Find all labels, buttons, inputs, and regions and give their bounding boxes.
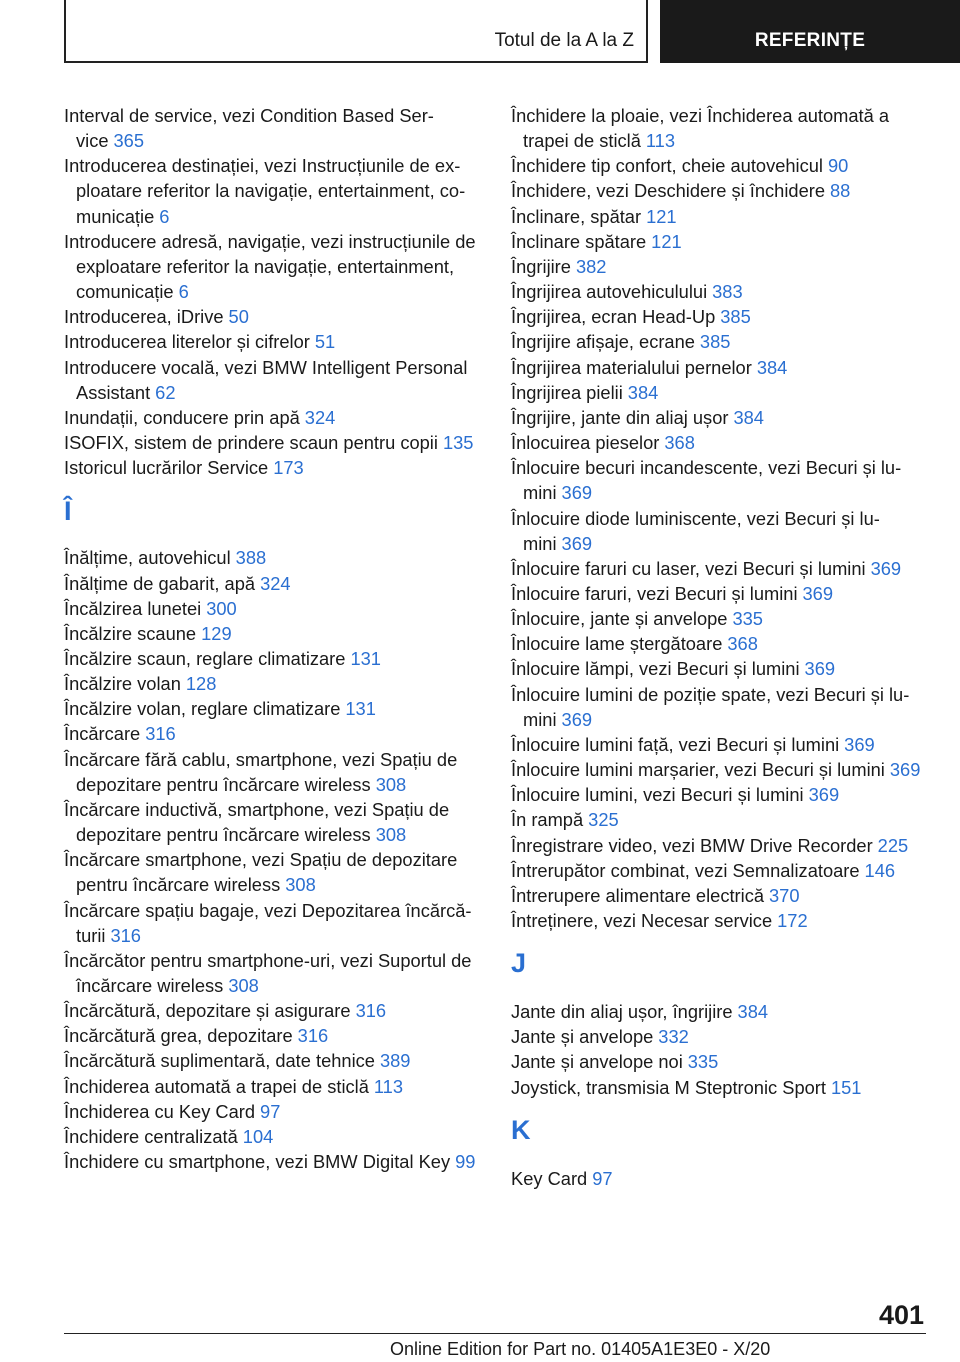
- index-entry: [64, 153, 484, 228]
- index-entry-text: Încărcare spațiu bagaje, vezi Depozitarea încărcăturii: [64, 899, 472, 946]
- index-entry: [64, 545, 484, 570]
- index-entry-text: Introducere adresă, navigație, vezi instrucțiunile de exploatare referitor la navigație, entertainment, comunicație: [64, 230, 476, 303]
- index-entry: [64, 898, 484, 948]
- index-entry-text: Joystick, transmisia M Steptronic Sport: [511, 1076, 826, 1098]
- page-reference-link[interactable]: 146: [864, 859, 896, 881]
- index-entry: [511, 631, 931, 656]
- index-entry-text: Închiderea automată a trapei de sticlă: [64, 1075, 369, 1097]
- index-entry: [511, 556, 931, 581]
- page-reference-link[interactable]: 88: [830, 180, 851, 202]
- index-entry-text: Interval de service, vezi Condition Based Service: [64, 105, 434, 152]
- page-reference-link[interactable]: 324: [304, 406, 336, 428]
- header-section-box: [64, 0, 648, 63]
- page-reference-link[interactable]: 121: [646, 205, 677, 227]
- index-entry: [511, 1049, 931, 1074]
- index-entry: [511, 1075, 931, 1100]
- index-entry: [511, 103, 931, 153]
- index-entry: [64, 103, 484, 153]
- page-reference-link[interactable]: 121: [651, 230, 682, 252]
- index-entry-text: Încărcare: [64, 723, 141, 745]
- index-entry: [511, 883, 931, 908]
- index-entry: [64, 696, 484, 721]
- page-reference-link[interactable]: 335: [687, 1051, 719, 1073]
- index-entry-text: Înclinare spătare: [511, 230, 647, 252]
- page-reference-link[interactable]: 369: [561, 482, 593, 504]
- page-reference-link[interactable]: 369: [870, 557, 902, 579]
- page-reference-link[interactable]: 384: [627, 381, 659, 403]
- index-entry-text: Înlocuire, jante și anvelope: [511, 608, 728, 630]
- index-entry-text: Îngrijire afișaje, ecrane: [511, 331, 695, 353]
- index-entry-text: Înlocuire lumini față, vezi Becuri și lumini: [511, 733, 840, 755]
- index-entry: [511, 455, 931, 505]
- page-reference-link[interactable]: 369: [808, 784, 840, 806]
- page-reference-link[interactable]: 383: [712, 281, 743, 303]
- index-entry-text: Introducerea destinației, vezi Instrucțiunile de exploatare referitor la navigație, entertainment, comunicație: [64, 155, 466, 227]
- index-entry-text: Înlocuire diode luminiscente, vezi Becuri și lumini: [511, 507, 880, 554]
- index-entry: [511, 153, 931, 178]
- page-reference-link[interactable]: 308: [375, 824, 407, 846]
- page-reference-link[interactable]: 316: [110, 924, 141, 946]
- index-entry-text: Închidere la ploaie, vezi Închiderea automată a trapei de sticlă: [511, 105, 890, 152]
- index-entry: [511, 999, 931, 1024]
- index-entry-text: Îngrijirea autovehiculului: [511, 281, 708, 303]
- page-reference-link[interactable]: 113: [373, 1075, 404, 1097]
- page-reference-link[interactable]: 51: [314, 331, 336, 353]
- index-entry: [64, 405, 484, 430]
- index-entry: [511, 506, 931, 556]
- index-entry-text: Încălzire volan, reglare climatizare: [64, 698, 341, 720]
- page-reference-link[interactable]: 384: [733, 406, 764, 428]
- index-column-right: [511, 103, 931, 1191]
- index-entry: [64, 747, 484, 797]
- page-reference-link[interactable]: 368: [664, 432, 695, 454]
- index-letter-heading: J: [511, 948, 527, 979]
- index-entry: [64, 671, 484, 696]
- page-reference-link[interactable]: 369: [844, 733, 875, 755]
- index-entry-text: Istoricul lucrărilor Service: [64, 457, 269, 479]
- index-entry: [511, 229, 931, 254]
- index-entry: [64, 1074, 484, 1099]
- index-entry: [64, 304, 484, 329]
- index-entry: [64, 1149, 484, 1174]
- page-reference-link[interactable]: 99: [455, 1151, 476, 1173]
- index-entry: [511, 279, 931, 304]
- index-entry: [511, 732, 931, 757]
- index-entry-text: Îngrijirea materialului pernelor: [511, 356, 752, 378]
- page-reference-link[interactable]: 173: [273, 457, 304, 479]
- index-entry-text: Încălzire scaun, reglare climatizare: [64, 647, 346, 669]
- page-reference-link[interactable]: 6: [159, 205, 170, 227]
- index-entry-text: Încărcare inductivă, smartphone, vezi Spațiu de depozitare pentru încărcare wireless: [64, 798, 450, 846]
- index-entry-text: Key Card: [511, 1167, 588, 1189]
- page-reference-link[interactable]: 316: [355, 1000, 387, 1022]
- page-reference-link[interactable]: 97: [260, 1100, 281, 1122]
- tab-label: REFERINȚE: [754, 30, 866, 51]
- page-reference-link[interactable]: 325: [588, 809, 619, 831]
- index-entry-text: Încărcătură grea, depozitare: [64, 1025, 293, 1047]
- index-entry-text: Încărcătură, depozitare și asigurare: [64, 1000, 351, 1022]
- index-column-left: [64, 103, 484, 1174]
- index-entry-text: Înlocuire faruri, vezi Becuri și lumini: [511, 582, 798, 604]
- page-reference-link[interactable]: 308: [375, 773, 407, 795]
- section-title: Totul de la A la Z: [494, 30, 634, 51]
- index-entry-text: Întrerupător combinat, vezi Semnalizatoare: [511, 859, 860, 881]
- index-entry-text: Înlocuire lumini, vezi Becuri și lumini: [511, 784, 804, 806]
- page-reference-link[interactable]: 369: [561, 708, 593, 730]
- index-entry: [64, 721, 484, 746]
- index-entry: [511, 1024, 931, 1049]
- page-reference-link[interactable]: 370: [769, 884, 800, 906]
- index-entry-text: Jante din aliaj ușor, îngrijire: [511, 1001, 733, 1023]
- index-entry: [511, 405, 931, 430]
- footer-rule: [64, 1333, 926, 1334]
- index-entry-text: Introducerea literelor și cifrelor: [64, 331, 310, 353]
- page-reference-link[interactable]: 97: [592, 1167, 613, 1189]
- index-entry: [64, 621, 484, 646]
- index-entry: [511, 380, 931, 405]
- index-entry: [511, 581, 931, 606]
- page-reference-link[interactable]: 172: [777, 910, 808, 931]
- page-reference-link[interactable]: 6: [178, 281, 189, 303]
- index-entry: [511, 656, 931, 681]
- index-entry: [64, 998, 484, 1023]
- page-reference-link[interactable]: 131: [350, 647, 381, 669]
- index-entry: [64, 455, 484, 480]
- index-entry: [64, 355, 484, 405]
- index-entry-text: Încălzire scaune: [64, 622, 197, 644]
- index-entry: [64, 948, 484, 998]
- index-entry: [64, 847, 484, 897]
- index-entry-text: Încărcătură suplimentară, date tehnice: [64, 1050, 375, 1072]
- index-entry-text: Încălzire volan: [64, 673, 181, 695]
- index-entry: [511, 304, 931, 329]
- page-reference-link[interactable]: 316: [297, 1025, 329, 1047]
- index-entry-text: Înlocuire becuri incandescente, vezi Becuri și lumini: [511, 457, 902, 504]
- header-tab: [660, 0, 960, 63]
- index-entry: [511, 254, 931, 279]
- index-entry-text: Inundații, conducere prin apă: [64, 406, 300, 428]
- index-entry: [511, 757, 931, 782]
- page-reference-link[interactable]: 385: [720, 306, 751, 328]
- index-entry-text: Înlocuirea pieselor: [511, 432, 660, 454]
- index-letter-heading: Î: [64, 496, 72, 527]
- index-entry-text: Înlocuire lumini de poziție spate, vezi Becuri și lumini: [511, 683, 910, 730]
- index-entry: [511, 606, 931, 631]
- page-number: 401: [878, 1300, 924, 1330]
- page-reference-link[interactable]: 369: [561, 532, 593, 554]
- index-entry-text: Înclinare, spătar: [511, 205, 642, 227]
- page-reference-link[interactable]: 308: [285, 874, 316, 896]
- page-reference-link[interactable]: 368: [727, 633, 758, 655]
- index-entry-text: Încălzirea lunetei: [64, 597, 202, 619]
- index-entry-text: Îngrijirea, ecran Head-Up: [511, 306, 716, 328]
- index-entry-text: Îngrijirea pielii: [511, 381, 623, 403]
- index-entry: [64, 329, 484, 354]
- index-entry-text: Încărcător pentru smartphone-uri, vezi Suportul de încărcare wireless: [64, 949, 472, 996]
- page-reference-link[interactable]: 365: [113, 130, 145, 152]
- page-reference-link[interactable]: 308: [228, 975, 259, 996]
- index-entry: [64, 646, 484, 671]
- index-entry: [511, 430, 931, 455]
- page-reference-link[interactable]: 369: [889, 759, 921, 781]
- page-reference-link[interactable]: 369: [802, 582, 834, 604]
- index-entry-text: Închidere, vezi Deschidere și închidere: [511, 180, 825, 202]
- index-entry-text: Întreținere, vezi Necesar service: [511, 910, 773, 931]
- page-reference-link[interactable]: 384: [756, 356, 788, 378]
- page-reference-link[interactable]: 151: [830, 1076, 862, 1098]
- page-reference-link[interactable]: 324: [260, 572, 291, 594]
- index-entry: [511, 204, 931, 229]
- index-entry: [511, 807, 931, 832]
- index-entry: [64, 1048, 484, 1073]
- index-entry: [511, 782, 931, 807]
- index-entry-text: Înlocuire faruri cu laser, vezi Becuri și lumini: [511, 557, 866, 579]
- index-entry: [511, 1166, 931, 1191]
- index-entry-text: Îngrijire, jante din aliaj ușor: [511, 406, 729, 428]
- index-entry: [64, 596, 484, 621]
- index-entry-text: Încărcare fără cablu, smartphone, vezi Spațiu de depozitare pentru încărcare wireless: [64, 748, 458, 795]
- page-reference-link[interactable]: 135: [442, 432, 474, 454]
- footer-text: Online Edition for Part no. 01405A1E3E0 - X/20: [390, 1339, 771, 1359]
- page-reference-link[interactable]: 128: [185, 673, 217, 695]
- index-entry: [511, 682, 931, 732]
- index-entry-text: Încărcare smartphone, vezi Spațiu de depozitare pentru încărcare wireless: [64, 849, 458, 896]
- page-reference-link[interactable]: 316: [145, 723, 176, 745]
- index-entry-text: Înlocuire lame ștergătoare: [511, 633, 723, 655]
- index-entry: [64, 797, 484, 847]
- index-entry: [64, 1023, 484, 1048]
- index-entry-text: Înlocuire lumini marșarier, vezi Becuri și lumini: [511, 759, 885, 781]
- index-entry-text: Înlocuire lămpi, vezi Becuri și lumini: [511, 658, 800, 680]
- index-entry: [511, 178, 931, 203]
- index-entry-text: Închidere cu smartphone, vezi BMW Digital Key: [64, 1151, 451, 1173]
- index-entry: [511, 355, 931, 380]
- index-letter-heading: K: [511, 1114, 531, 1145]
- index-entry-text: ISOFIX, sistem de prindere scaun pentru copii: [64, 432, 438, 454]
- index-entry-text: Închidere tip confort, cheie autovehicul: [511, 155, 823, 177]
- index-entry: [64, 571, 484, 596]
- index-entry-text: Întrerupere alimentare electrică: [511, 884, 765, 906]
- index-entry-text: Îngrijire: [511, 255, 571, 277]
- index-entry: [64, 1099, 484, 1124]
- index-entry-text: Introducere vocală, vezi BMW Intelligent Personal Assistant: [64, 356, 468, 403]
- page-reference-link[interactable]: 225: [877, 834, 909, 856]
- index-entry: [64, 229, 484, 304]
- index-entry-text: Înregistrare video, vezi BMW Drive Recorder: [511, 834, 873, 856]
- page-reference-link[interactable]: 385: [699, 331, 731, 353]
- page-reference-link[interactable]: 388: [235, 547, 267, 569]
- page-reference-link[interactable]: 62: [155, 381, 176, 403]
- index-entry-text: Închidere centralizată: [64, 1125, 238, 1147]
- index-entry-text: Jante și anvelope: [511, 1026, 654, 1048]
- index-entry-text: Înălțime de gabarit, apă: [64, 572, 256, 594]
- page-reference-link[interactable]: 382: [575, 255, 607, 277]
- page-reference-link[interactable]: 300: [206, 597, 237, 619]
- index-entry-text: Înălțime, autovehicul: [64, 547, 231, 569]
- page-reference-link[interactable]: 384: [737, 1001, 769, 1023]
- index-entry: [64, 430, 484, 455]
- index-entry: [511, 858, 931, 883]
- page-reference-link[interactable]: 389: [379, 1050, 411, 1072]
- index-entry: [511, 329, 931, 354]
- index-entry: [511, 908, 931, 933]
- page-reference-link[interactable]: 113: [645, 130, 676, 152]
- page-reference-link[interactable]: 369: [804, 658, 836, 680]
- index-entry: [64, 1124, 484, 1149]
- page-reference-link[interactable]: 129: [201, 622, 232, 644]
- index-entry-text: Închiderea cu Key Card: [64, 1100, 256, 1122]
- index-entry-text: Jante și anvelope noi: [511, 1051, 683, 1073]
- index-entry-text: Introducerea, iDrive: [64, 306, 224, 328]
- page-reference-link[interactable]: 50: [228, 306, 249, 328]
- page-reference-link[interactable]: 335: [732, 608, 763, 630]
- index-entry: [511, 833, 931, 858]
- page-reference-link[interactable]: 90: [828, 155, 849, 177]
- page-reference-link[interactable]: 131: [345, 698, 376, 720]
- page-reference-link[interactable]: 332: [658, 1026, 689, 1048]
- page-reference-link[interactable]: 104: [242, 1125, 274, 1147]
- index-entry-text: În rampă: [511, 809, 584, 831]
